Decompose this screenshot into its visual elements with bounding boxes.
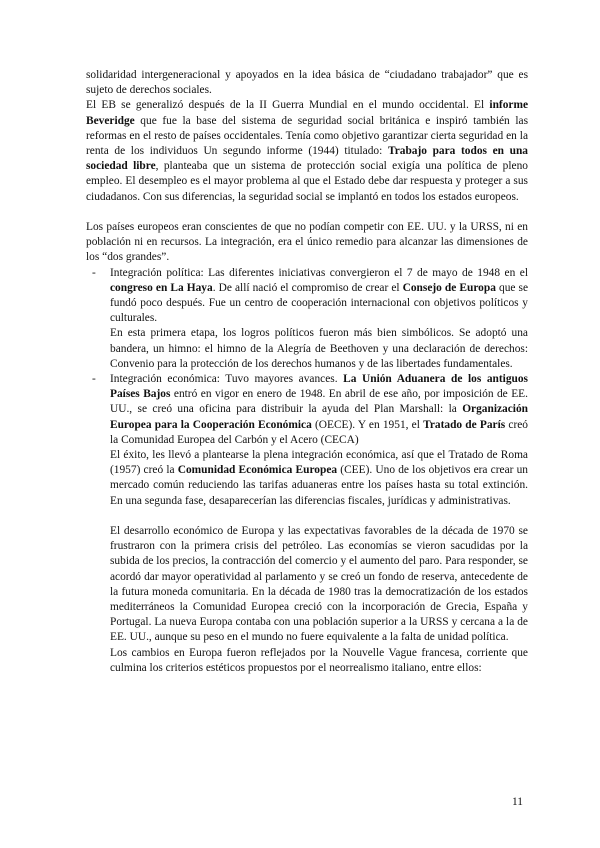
tratado-de-paris: Tratado de París [423, 418, 506, 431]
cambios-paragraph: Los cambios en Europa fueron reflejados por la Nouvelle Vague francesa, corriente que culmina los criterios estéticos propuestos por el neorrealismo italiano, entre ellos: [110, 646, 528, 674]
bullet-integracion-politica [86, 266, 528, 372]
spacer [86, 509, 528, 524]
economica-text-5: El éxito, les llevó a plantearse la plena integración económica, así que el Tratado de Roma (1957) creó la [110, 449, 528, 477]
economica-text-4: creó la Comunidad Europea del Carbón y el Acero (CECA) [110, 418, 528, 446]
eb-text-3: , planteaba que un sistema de protección social exigía una política de pleno empleo. El desempleo es el mayor problema al que el Estado debe dar respuesta y proteger a sus ciudadanos. Con sus diferencias, la seguridad social se implantó en todos los estados europeos. [86, 160, 528, 203]
politica-text-3: que se fundó poco después. Fue un centro de cooperación internacional con objetivos políticos y culturales. [110, 281, 529, 325]
politica-paragraph-2: En esta primera etapa, los logros políticos fueron más bien simbólicos. Se adoptó una bandera, un himno: el himno de la Alegría de Beethoven y una declaración de derechos: Convenio para la protección de los derechos humanos y de las libertades fundamentales. [110, 327, 528, 370]
spacer [86, 205, 528, 220]
politica-text-1: Integración política: Las diferentes iniciativas convergieron el 7 de mayo de 1948 en el [110, 266, 528, 279]
page-body [86, 68, 528, 676]
consejo-de-europa: Consejo de Europa [402, 281, 496, 294]
eb-text-2: que fue la base del sistema de seguridad social británica e inspiró también las reformas en el resto de países occidentales. Tenía como objetivo garantizar cierta seguridad en la renta de los individuos Un segundo informe (1944) titulado: [86, 114, 528, 158]
eb-text-1: El EB se generalizó después de la II Guerra Mundial en el mundo occidental. El [86, 99, 490, 112]
politica-paragraph-1 [110, 266, 528, 327]
economica-text-6: (CEE). Uno de los objetivos era crear un mercado común reduciendo las tarifas aduaneras entre los países hasta su total extinción. En una segunda fase, desaparecerían las diferencias fiscales, jurídicas y administrativas. [110, 464, 529, 507]
economica-text-2: entró en vigor en enero de 1948. En abril de ese año, por imposición de EE. UU., se creó una oficina para distribuir la ayuda del Plan Marshall: la [110, 388, 528, 416]
bullet-dash: - [92, 373, 96, 386]
bullet-integracion-economica [86, 372, 528, 509]
eb-paragraph [86, 98, 528, 204]
europa-intro-paragraph: Los países europeos eran conscientes de que no podían competir con EE. UU. y la URSS, ni en población ni en recursos. La integración, era el único remedio para alcanzar las dimensiones de los “dos grandes”. [86, 221, 528, 264]
bullet-dash: - [92, 266, 96, 279]
intro-paragraph: solidaridad intergeneracional y apoyados en la idea básica de “ciudadano trabajador” que es sujeto de derechos sociales. [86, 69, 528, 97]
page-number: 11 [512, 796, 523, 808]
desarrollo-paragraph: El desarrollo económico de Europa y las expectativas favorables de la década de 1970 se frustraron con la primera crisis del petróleo. Las economías se vieron sacudidas por la subida de los precios, la contracción del comercio y el aumento del paro. Para responder, se acordó dar mayor operatividad al parlamento y se creó un fondo de reserva, antecedente de la futura moneda comunitaria. En la década de 1980 tras la democratización de los estados mediterráneos la Comunidad Europea creció con la incorporación de Grecia, España y Portugal. La nueva Europa contaba con una población superior a la URSS y cercana a la de EE. UU., aunque su peso en el mundo no fuere equivalente a la falta de unidad política. [110, 525, 528, 644]
economica-paragraph-1 [110, 372, 528, 448]
politica-text-2: . De allí nació el compromiso de crear el [212, 281, 403, 294]
economica-text-3: (OECE). Y en 1951, el [311, 418, 424, 431]
congreso-la-haya: congreso en La Haya [110, 281, 213, 294]
indented-block [86, 524, 528, 676]
trabajo-para-todos-title: Trabajo para todos en una sociedad libre [86, 145, 529, 173]
economica-text-1: Integración económica: Tuvo mayores avances. [110, 373, 344, 386]
informe-beveridge: informe Beveridge [86, 99, 528, 127]
cee-name: Comunidad Económica Europea [177, 464, 338, 477]
economica-paragraph-2 [110, 448, 528, 509]
oece-name: Organización Europea para la Cooperación Económica [110, 403, 528, 431]
union-aduanera: La Unión Aduanera de los antiguos Países Bajos [110, 373, 528, 401]
